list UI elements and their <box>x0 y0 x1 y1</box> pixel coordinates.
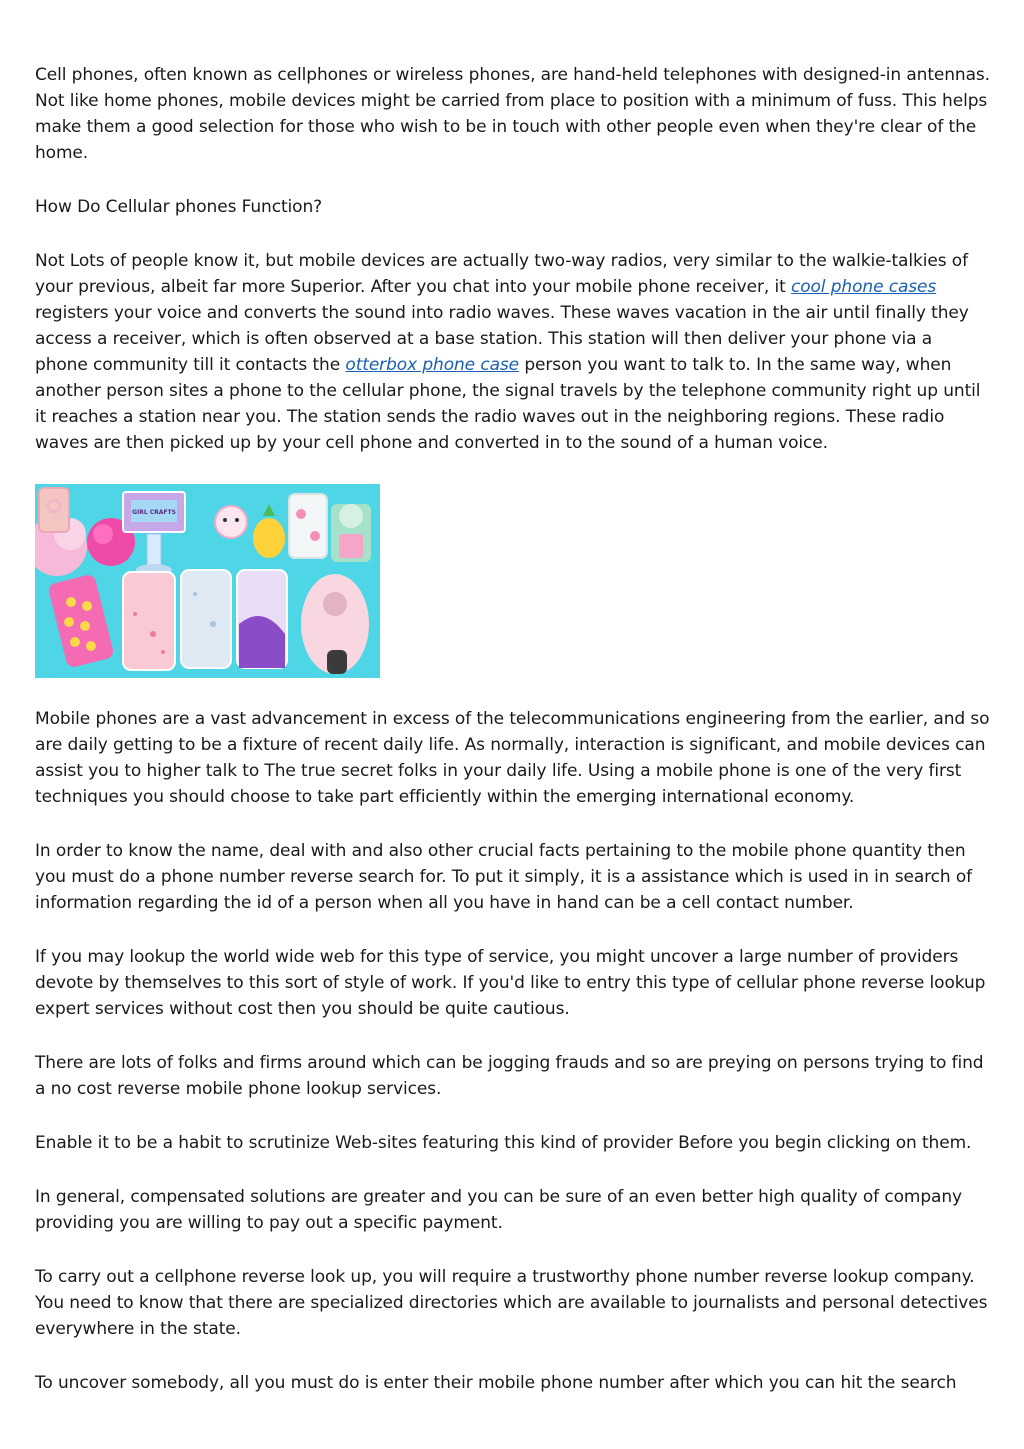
cool-phone-cases-link[interactable]: cool phone cases <box>790 277 937 297</box>
phone-cases-illustration <box>35 484 380 678</box>
providers-paragraph: If you may lookup the world wide web for this type of service, you might uncover a large number of providers devote by themselves to this sort of style of work. If you'd like to entry this type of cellular phone reverse lookup expert services without cost then you should be quite cautious. <box>35 947 986 1019</box>
advancement-paragraph: Mobile phones are a vast advancement in excess of the telecommunications engineering from the earlier, and so are daily getting to be a fixture of recent daily life. As normally, interaction is significant, and mobile devices can assist you to higher talk to The true secret folks in your daily life. Using a mobile phone is one of the very first techniques you should choose to take part efficiently within the emerging international economy. <box>35 709 990 807</box>
paragraph-text-part: registers your voice and converts the sound into radio waves. These waves vacation in the air until finally they access a receiver, which is often observed at a base station. This station will then deliver your phone via a phone community till it contacts the <box>35 303 969 375</box>
paragraph-text-part: person you want to talk to. In the same way, when another person sites a phone to the cellular phone, the signal travels by the telephone community right up until it reaches a station near you. The station sends the radio waves out in the neighboring regions. These radio waves are then picked up by your cell phone and converted in to the sound of a human voice. <box>35 355 981 453</box>
how-it-works-paragraph <box>35 248 990 456</box>
document-body <box>35 62 990 1424</box>
scrutinize-paragraph: Enable it to be a habit to scrutinize Web-sites featuring this kind of provider Before you begin clicking on them. <box>35 1133 972 1153</box>
uncover-paragraph: To uncover somebody, all you must do is enter their mobile phone number after which you can hit the search <box>35 1373 957 1393</box>
reverse-search-paragraph: In order to know the name, deal with and also other crucial facts pertaining to the mobile phone quantity then you must do a phone number reverse search for. To put it simply, it is a assistance which is used in in search of information regarding the id of a person when all you have in hand can be a cell contact number. <box>35 841 973 913</box>
intro-paragraph: Cell phones, often known as cellphones or wireless phones, are hand-held telephones with designed-in antennas. Not like home phones, mobile devices might be carried from place to position with a minimum of fuss. This helps make them a good selection for those who wish to be in touch with other people even when they're clear of the home. <box>35 65 990 163</box>
section-heading: How Do Cellular phones Function? <box>35 197 323 217</box>
paragraph-text-part: Not Lots of people know it, but mobile devices are actually two-way radios, very similar to the walkie-talkies of your previous, albeit far more Superior. After you chat into your mobile phone receiver, it <box>35 251 968 297</box>
girl-crafts-sign-text: GIRL CRAFTS <box>132 509 176 516</box>
frauds-paragraph: There are lots of folks and firms around which can be jogging frauds and so are preying on persons trying to find a no cost reverse mobile phone lookup services. <box>35 1053 984 1099</box>
directories-paragraph: To carry out a cellphone reverse look up, you will require a trustworthy phone number reverse lookup company. You need to know that there are specialized directories which are available to journalists and personal detectives everywhere in the state. <box>35 1267 988 1339</box>
phone-cases-image <box>35 484 380 678</box>
otterbox-phone-case-link[interactable]: otterbox phone case <box>345 355 520 375</box>
paid-solutions-paragraph: In general, compensated solutions are greater and you can be sure of an even better high quality of company providing you are willing to pay out a specific payment. <box>35 1187 962 1233</box>
